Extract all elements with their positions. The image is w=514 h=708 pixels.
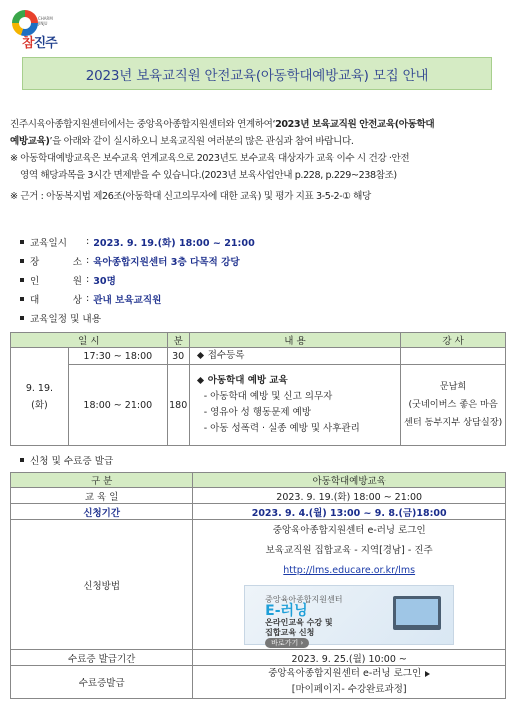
go-button[interactable]: 바로가기 › xyxy=(265,638,309,648)
logo-tagline: CHARM JINJU xyxy=(38,16,53,26)
row-time: 18:00 ~ 21:00 xyxy=(68,365,167,446)
jinju-logo xyxy=(8,6,68,52)
table-row xyxy=(11,365,506,446)
intro-note-1-cont: 영역 해당과목을 3시간 면제받을 수 있습니다.(2023년 보육사업안내 p.228, p.229~238참조) xyxy=(20,170,397,181)
header-program: 아동학대예방교육 xyxy=(193,473,506,488)
cert-period-value: 2023. 9. 25.(월) 10:00 ~ xyxy=(193,650,506,666)
bullet-icon xyxy=(20,458,24,462)
bullet-icon xyxy=(20,240,24,244)
table-row xyxy=(11,520,506,650)
info-item-place: 장 소 : 육아종합지원센터 3층 다목적 강당 xyxy=(20,251,500,270)
table-row xyxy=(11,666,506,699)
application-header-row xyxy=(11,473,506,488)
page-title: 2023년 보육교직원 안전교육(아동학대예방교육) 모집 안내 xyxy=(85,67,429,84)
table-row xyxy=(11,650,506,666)
header-minutes: 분 xyxy=(167,333,189,348)
intro-note-2: ※ 근거 : 아동복지법 제26조(아동학대 신고의무자에 대한 교육) 및 평가 지표 3-5-2-① 해당 xyxy=(10,191,371,202)
apply-heading: 신청 및 수료증 발급 xyxy=(20,453,113,467)
bullet-icon xyxy=(20,297,24,301)
info-item-target: 대 상 : 관내 보육교직원 xyxy=(20,289,500,308)
cert-label: 수료증발급 xyxy=(11,666,193,699)
info-item-people: 인 원 : 30명 xyxy=(20,270,500,289)
row-content: 접수등록 xyxy=(189,348,401,365)
schedule-header-row xyxy=(11,333,506,348)
info-list xyxy=(20,232,500,327)
row-time: 17:30 ~ 18:00 xyxy=(68,348,167,365)
intro-line-2: 예방교육)’을 아래와 같이 실시하오니 보육교직원 여러분의 많은 관심과 참여 바랍니다. xyxy=(10,136,354,147)
row-minutes: 180 xyxy=(167,365,189,446)
cert-value: 중앙육아종합지원센터 e-러닝 로그인 [마이페이지- 수강완료과정] xyxy=(193,666,506,699)
edu-date-value: 2023. 9. 19.(화) 18:00 ~ 21:00 xyxy=(193,488,506,504)
application-table xyxy=(10,472,506,699)
info-item-schedule: 교육일정 및 내용 xyxy=(20,308,500,327)
logo-name: 참진주 xyxy=(22,36,57,51)
schedule-table xyxy=(10,332,506,446)
header-lecturer: 강 사 xyxy=(401,333,506,348)
table-row xyxy=(11,488,506,504)
row-lecturer-empty xyxy=(401,348,506,365)
table-row xyxy=(11,348,506,365)
period-value: 2023. 9. 4.(월) 13:00 ~ 9. 8.(금)18:00 xyxy=(193,504,506,520)
arrow-right-icon xyxy=(425,671,430,677)
diamond-bullet-icon xyxy=(197,351,204,358)
period-label: 신청기간 xyxy=(11,504,193,520)
info-item-date: 교육일시 : 2023. 9. 19.(화) 18:00 ~ 21:00 xyxy=(20,232,500,251)
intro-line-1: 진주시육아종합지원센터에서는 중앙육아종합지원센터와 연계하여‘2023년 보육교직원 안전교육(아동학대 xyxy=(10,119,435,130)
intro-note-1: ※ 아동학대예방교육은 보수교육 연계교육으로 2023년도 보수교육 대상자가 교육 이수 시 건강 ·안전 xyxy=(10,153,410,164)
lms-link[interactable]: http://lms.educare.or.kr/lms xyxy=(283,565,416,576)
bullet-icon xyxy=(20,259,24,263)
diamond-bullet-icon xyxy=(197,376,204,383)
row-content: 아동학대 예방 교육 - 아동학대 예방 및 신고 의무자 - 영유아 성 행동문제 예방 - 아동 성폭력 · 실종 예방 및 사후관리 xyxy=(189,365,401,446)
monitor-icon xyxy=(393,596,441,630)
method-label: 신청방법 xyxy=(11,520,193,650)
elearning-banner[interactable]: 중앙육아종합지원센터 E-러닝 온라인교육 수강 및 집합교육 신청 바로가기 › xyxy=(244,585,454,645)
method-value: 중앙육아종합지원센터 e-러닝 로그인 보육교직원 집합교육 - 지역[경남] - 진주 http://lms.educare.or.kr/lms 중앙육아종합지원센터 E-러닝 온라인교육 수강 및 집합교육 신청 바로가기 › xyxy=(193,520,506,650)
edu-date-label: 교 육 일 xyxy=(11,488,193,504)
table-row xyxy=(11,504,506,520)
intro-text xyxy=(10,116,506,205)
title-banner xyxy=(22,57,492,90)
header-time: 일 시 xyxy=(11,333,168,348)
bullet-icon xyxy=(20,278,24,282)
header-content: 내 용 xyxy=(189,333,401,348)
bullet-icon xyxy=(20,316,24,320)
row-minutes: 30 xyxy=(167,348,189,365)
schedule-date: 9. 19. (화) xyxy=(11,348,69,446)
cert-period-label: 수료증 발급기간 xyxy=(11,650,193,666)
row-lecturer: 문남희 (굿네이버스 좋은 마음 센터 동부지부 상담실장) xyxy=(401,365,506,446)
header-category: 구 분 xyxy=(11,473,193,488)
